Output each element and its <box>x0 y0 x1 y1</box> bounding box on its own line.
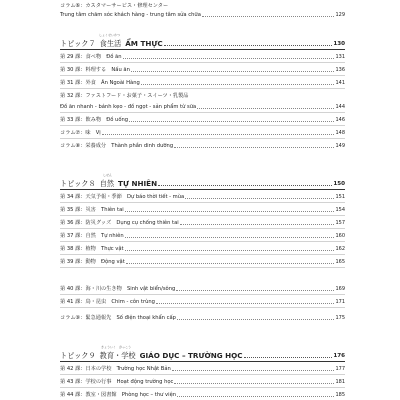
leader-dots <box>174 147 334 148</box>
toc-row-page: 162 <box>335 246 345 252</box>
row-separator <box>60 228 345 229</box>
toc-row[interactable] <box>60 0 345 9</box>
chapter-title-vn: ẨM THỰC <box>125 39 163 48</box>
row-separator <box>60 112 345 113</box>
toc-row-text: 第 39 課：動物 Động vật <box>60 259 125 265</box>
chapter-page: 130 <box>333 41 345 47</box>
row-separator <box>60 88 345 89</box>
toc-row-page: 157 <box>335 220 345 226</box>
toc-row-text: 第 34 課：天気予報・季節 Dự báo thời tiết - mùa <box>60 194 185 200</box>
row-separator <box>60 75 345 76</box>
toc-row[interactable] <box>60 256 345 265</box>
toc-row-page: 136 <box>335 67 345 73</box>
leader-dots <box>174 383 334 384</box>
leader-dots <box>185 198 334 199</box>
toc-row-page: 131 <box>335 54 345 60</box>
toc-row-text: 第 41 課：鳥・昆虫 Chim - côn trùng <box>60 299 155 305</box>
toc-row[interactable] <box>60 101 345 110</box>
toc-row-text: 第 35 課：災害 Thiên tai <box>60 207 124 213</box>
toc-row-page: 146 <box>335 117 345 123</box>
leader-dots <box>102 134 335 135</box>
toc-row-text: コラム⑥：カスタマーサービス・修理センター <box>60 3 169 9</box>
chapter-ruby: しょくせいかつ <box>99 33 121 37</box>
chapter-ruby: しぜん <box>103 173 113 177</box>
leader-dots <box>176 290 334 291</box>
chapter-topic: トピック９ <box>60 351 96 360</box>
toc-row-page: 171 <box>335 299 345 305</box>
row-separator <box>60 294 345 295</box>
leader-dots <box>202 16 335 17</box>
toc-row[interactable] <box>60 243 345 252</box>
toc-row-page: 165 <box>335 259 345 265</box>
chapter-rule <box>60 361 345 362</box>
leader-dots <box>177 319 335 320</box>
leader-dots <box>164 45 333 46</box>
row-separator <box>60 307 345 308</box>
toc-row-text: 第 43 課：学校の行事 Hoạt động trường học <box>60 379 174 385</box>
toc-row-page: 129 <box>335 12 345 18</box>
leader-dots <box>141 84 335 85</box>
toc-row[interactable] <box>60 217 345 226</box>
leader-dots <box>131 71 335 72</box>
toc-row-text: 第 37 課：自然 Tự nhiên <box>60 233 124 239</box>
chapter-rule <box>60 49 345 50</box>
leader-dots <box>158 185 332 186</box>
chapter-ruby: きょういく がっこう <box>101 345 132 349</box>
toc-row-page: 141 <box>335 80 345 86</box>
toc-row[interactable] <box>60 64 345 73</box>
toc-row[interactable] <box>60 363 345 372</box>
toc-row[interactable] <box>60 230 345 239</box>
row-separator <box>60 241 345 242</box>
toc-row-page: 149 <box>335 143 345 149</box>
row-separator <box>60 62 345 63</box>
toc-row[interactable] <box>60 389 345 398</box>
toc-row[interactable] <box>60 312 345 321</box>
toc-row-page: 177 <box>335 366 345 372</box>
chapter-title-jp: 食生活 <box>99 39 122 48</box>
toc-row-text: 第 38 課：植物 Thực vật <box>60 246 124 252</box>
toc-row-text: 第 32 課：ファストフード・お菓子・スイーツ・乳製品 <box>60 93 189 99</box>
toc-row-text: 第 31 課：外食 Ăn Ngoài Hàng <box>60 80 140 86</box>
row-separator <box>60 387 345 388</box>
toc-row-text: Trung tâm chăm sóc khách hàng - trung tâm sửa chữa <box>60 12 201 18</box>
leader-dots <box>156 303 334 304</box>
toc-row-text: 第 33 課：飲み物 Đồ uống <box>60 117 129 123</box>
row-separator <box>60 374 345 375</box>
chapter-title-jp: 教育・学校 <box>99 351 136 360</box>
toc-row[interactable] <box>60 283 345 292</box>
toc-row-page: 160 <box>335 233 345 239</box>
toc-row-text: 第 36 課：防災グッズ Dụng cụ chống thiên tai <box>60 220 179 226</box>
leader-dots <box>172 370 335 371</box>
toc-row[interactable] <box>60 90 345 99</box>
row-separator <box>60 267 345 268</box>
toc-row-text: コラム⑧：栄養成分 Thành phần dinh dưỡng <box>60 143 174 149</box>
chapter-title-jp: 自然 <box>99 179 115 188</box>
leader-dots <box>126 263 335 264</box>
leader-dots <box>123 58 335 59</box>
row-separator <box>60 125 345 126</box>
toc-row-text: コラム⑦：味 Vị <box>60 130 101 136</box>
toc-row-page: 175 <box>335 315 345 321</box>
toc-row-page: 144 <box>335 104 345 110</box>
toc-row[interactable] <box>60 296 345 305</box>
toc-row[interactable] <box>60 191 345 200</box>
chapter-title-vn: TỰ NHIÊN <box>118 179 158 188</box>
toc-row[interactable] <box>60 51 345 60</box>
row-separator <box>60 254 345 255</box>
toc-row-page: 185 <box>335 392 345 398</box>
toc-row-text: 第 30 課：料理する Nấu ăn <box>60 67 130 73</box>
chapter-title-vn: GIÁO DỤC – TRƯỜNG HỌC <box>139 351 243 360</box>
toc-row-page: 169 <box>335 286 345 292</box>
row-separator <box>60 215 345 216</box>
toc-row-text: Đồ ăn nhanh - bánh kẹo - đồ ngọt - sản phẩm từ sữa <box>60 104 197 110</box>
toc-row[interactable] <box>60 204 345 213</box>
leader-dots <box>244 357 333 358</box>
toc-row[interactable] <box>60 376 345 385</box>
toc-row-page: 148 <box>335 130 345 136</box>
toc-row[interactable] <box>60 114 345 123</box>
toc-row-page: 154 <box>335 207 345 213</box>
toc-row-page: 151 <box>335 194 345 200</box>
row-separator <box>60 138 345 139</box>
toc-row-text: コラム⑨：緊急通報先 Số điện thoại khẩn cấp <box>60 315 176 321</box>
row-separator <box>60 202 345 203</box>
toc-row[interactable] <box>60 77 345 86</box>
leader-dots <box>125 237 335 238</box>
leader-dots <box>197 108 334 109</box>
toc-row-text: 第 42 課：日本の学校 Trường học Nhật Bản <box>60 366 171 372</box>
toc-row-text: 第 29 課：食べ物 Đồ ăn <box>60 54 122 60</box>
chapter-page: 150 <box>333 181 345 187</box>
leader-dots <box>125 211 335 212</box>
leader-dots <box>129 121 334 122</box>
toc-row[interactable] <box>60 9 345 18</box>
toc-row-text: 第 44 課：教室・図書館 Phòng học – thư viện <box>60 392 177 398</box>
leader-dots <box>180 224 335 225</box>
chapter-rule <box>60 189 345 190</box>
leader-dots <box>177 396 334 397</box>
toc-row-page: 181 <box>335 379 345 385</box>
chapter-page: 176 <box>333 353 345 359</box>
chapter-topic: トピック８ <box>60 179 96 188</box>
leader-dots <box>125 250 335 251</box>
chapter-topic: トピック７ <box>60 39 96 48</box>
toc-row-text: 第 40 課：海・川の生き物 Sinh vật biển/sông <box>60 286 176 292</box>
toc-row[interactable] <box>60 127 345 136</box>
toc-row[interactable] <box>60 140 345 149</box>
